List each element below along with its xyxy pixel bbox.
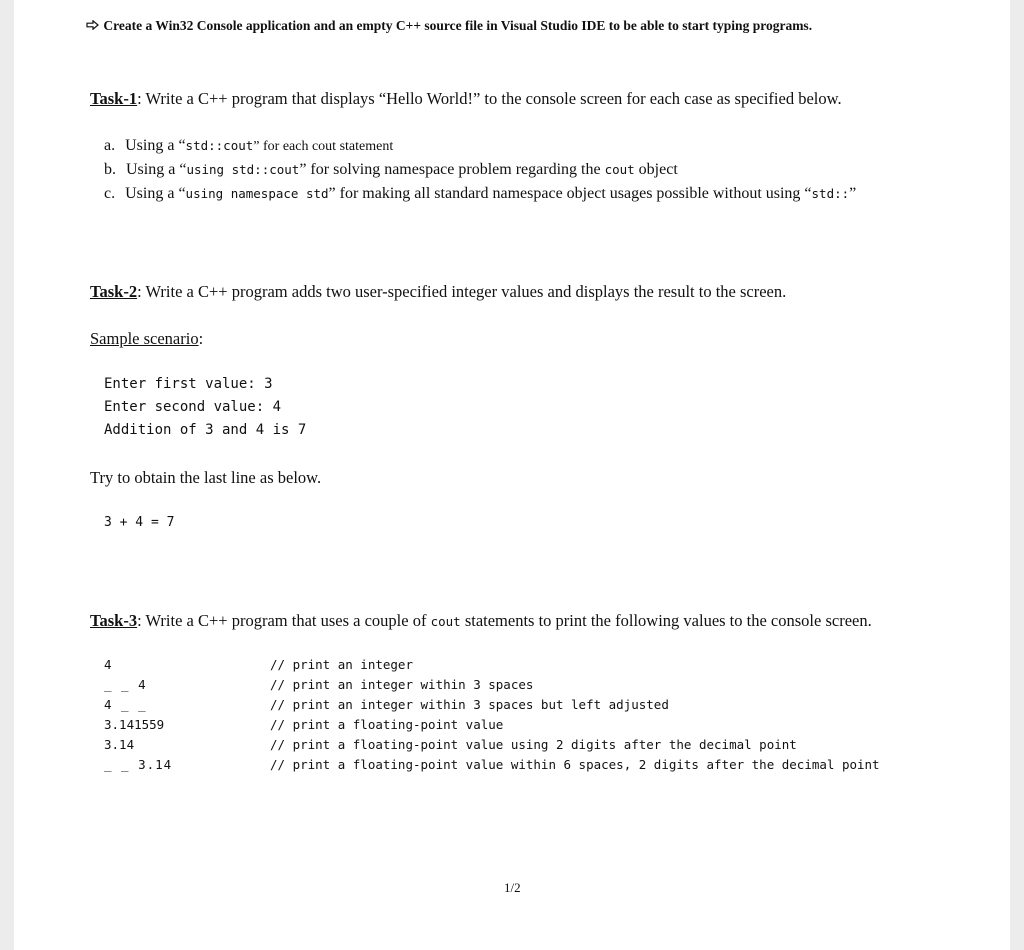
page-number: 1/2	[504, 880, 521, 895]
sample-line: Enter second value: 4	[104, 399, 282, 415]
task2-label: Task-2	[90, 282, 138, 301]
task1-item-marker: b.	[104, 161, 116, 178]
task2-text: : Write a C++ program adds two user-specified integer values and displays the result to the screen.	[137, 282, 787, 301]
output-value: _ _ 3.14	[104, 757, 173, 772]
task1-item-c: c. Using a “using namespace std” for making all standard namespace object usages possible without using “std::”	[104, 185, 857, 202]
output-comment: // print an integer	[270, 657, 413, 672]
task1-item-a: a. Using a “std::cout” for each cout statement	[104, 137, 394, 154]
expected-output: 3 + 4 = 7	[104, 515, 175, 530]
right-arrow-icon	[86, 18, 100, 34]
output-comment: // print an integer within 3 spaces but left adjusted	[270, 697, 669, 712]
task1-item-marker: a.	[104, 137, 116, 154]
output-value: _ _ 4	[104, 677, 147, 692]
output-value: 3.141559	[104, 717, 165, 732]
output-comment: // print a floating-point value using 2 digits after the decimal point	[270, 737, 797, 752]
sample-line: Addition of 3 and 4 is 7	[104, 422, 307, 438]
sample-line: Enter first value: 3	[104, 376, 273, 392]
output-value: 4	[104, 657, 112, 672]
task3-heading: Task-3: Write a C++ program that uses a couple of cout statements to print the following values to the console screen.	[90, 611, 872, 630]
output-value: 3.14	[104, 737, 135, 752]
output-comment: // print a floating-point value	[270, 717, 504, 732]
output-comment: // print an integer within 3 spaces	[270, 677, 534, 692]
task1-heading	[90, 89, 842, 109]
sample-scenario-heading: Sample scenario:	[90, 329, 204, 348]
output-value: 4 _ _	[104, 697, 147, 712]
intro-text: Create a Win32 Console application and an empty C++ source file in Visual Studio IDE to be able to start typing programs.	[103, 18, 813, 33]
task1-item-marker: c.	[104, 185, 116, 202]
try-instruction: Try to obtain the last line as below.	[90, 468, 322, 487]
task1-label: Task-1	[90, 89, 138, 108]
task1-text: : Write a C++ program that displays “Hello World!” to the console screen for each case as specified below.	[137, 89, 842, 108]
document-page	[14, 0, 1010, 950]
output-comment: // print a floating-point value within 6 spaces, 2 digits after the decimal point	[270, 757, 880, 772]
intro-line	[86, 18, 812, 34]
task1-item-b: b. Using a “using std::cout” for solving namespace problem regarding the cout object	[104, 161, 678, 178]
task3-label: Task-3	[90, 611, 138, 630]
task2-heading	[90, 282, 786, 302]
